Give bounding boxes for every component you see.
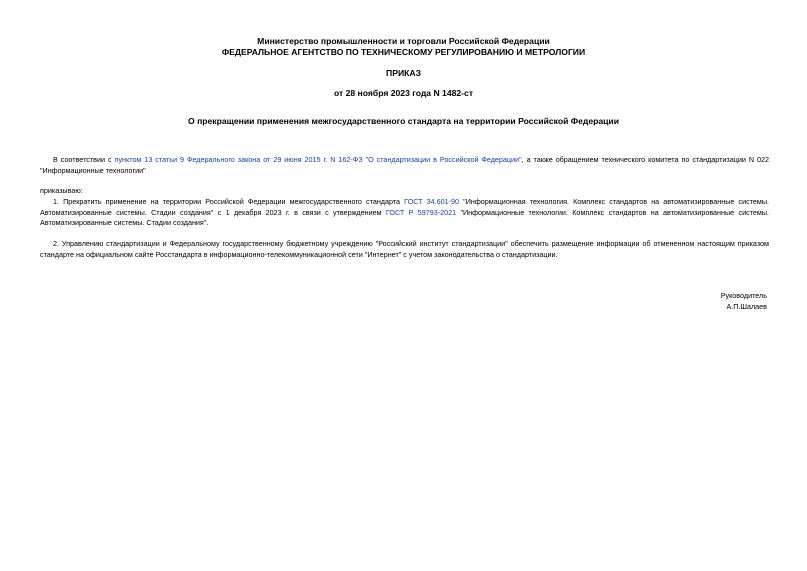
- intro-before: В соответствии с: [53, 155, 115, 164]
- signature-block: [721, 291, 767, 312]
- order-word-block: [40, 186, 769, 197]
- doc-date: от 28 ноября 2023 года N 1482-ст: [333, 88, 474, 98]
- item1-paragraph: [40, 197, 769, 229]
- gost-r-59793-2021-link[interactable]: ГОСТ Р 59793-2021: [385, 207, 457, 217]
- item2-paragraph: [40, 239, 769, 260]
- item1-middle: "Информационная технология. Комплекс стандартов на автоматизированные системы. Автоматизированные системы. Стадии создания" с 1 декабря 2023 г. в связи с утверждением: [40, 197, 769, 217]
- item1-after: "Информационные технологии. Комплекс стандартов на автоматизированные системы. Автоматизированные системы. Стадии создания".: [40, 207, 769, 227]
- order-word: приказываю:: [40, 186, 83, 195]
- item1-text: [40, 197, 769, 229]
- ministry-name: Министерство промышленности и торговли Российской Федерации: [257, 36, 550, 46]
- doc-type: ПРИКАЗ: [386, 68, 421, 78]
- agency-name: ФЕДЕРАЛЬНОЕ АГЕНТСТВО ПО ТЕХНИЧЕСКОМУ РЕГУЛИРОВАНИЮ И МЕТРОЛОГИИ: [221, 47, 586, 57]
- intro-text: [40, 155, 769, 176]
- signature-name: А.П.Шалаев: [726, 301, 767, 311]
- intro-after: , а также обращением технического комитета по стандартизации N 022 "Информационные технологии": [40, 155, 769, 175]
- signature-position: Руководитель: [720, 291, 767, 300]
- item2-text: 2. Управлению стандартизации и Федеральному государственному бюджетному учреждению "Российский институт стандартизации" обеспечить размещение информации об отмененном настоящим приказом стандарте на официальном сайте Росстандарта в информационно-телекоммуникационной сети "Интернет" с учетом законодательства о стандартизации.: [40, 239, 769, 259]
- gost-34-601-90-link[interactable]: ГОСТ 34.601-90: [404, 197, 460, 206]
- federal-law-link[interactable]: пунктом 13 статьи 9 Федерального закона от 29 июня 2015 г. N 162-ФЗ "О стандартизации в Российской Федерации": [114, 155, 522, 164]
- intro-paragraph: [40, 155, 769, 176]
- item1-before: 1. Прекратить применение на территории Российской Федерации межгосударственного стандарта: [53, 197, 405, 206]
- document-header: [0, 36, 807, 58]
- doc-title: О прекращении применения межгосударственного стандарта на территории Российской Федерации: [188, 116, 619, 126]
